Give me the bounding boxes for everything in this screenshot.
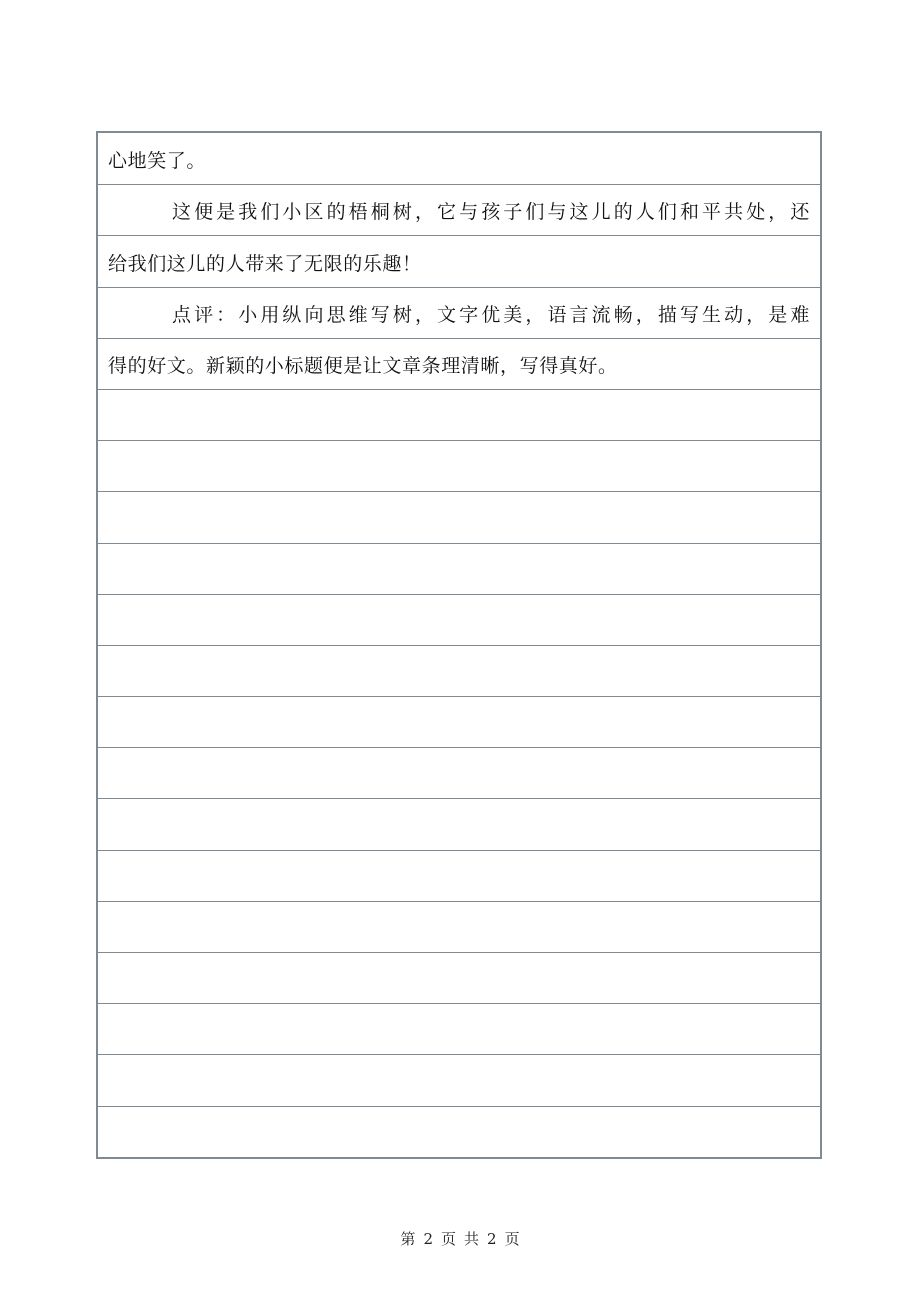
footer-total-pages: 2 [487,1230,497,1248]
sheet-row [98,696,820,747]
sheet-row [98,952,820,1003]
text-line: 点评：小用纵向思维写树，文字优美，语言流畅，描写生动，是难 [172,303,810,326]
sheet-row [98,798,820,849]
text-line: 得的好文。新颖的小标题便是让文章条理清晰，写得真好。 [108,354,618,377]
sheet-row [98,440,820,491]
sheet-row [98,389,820,440]
sheet-row [98,543,820,594]
sheet-row [98,594,820,645]
footer-page-number: 2 [423,1230,433,1248]
sheet-row [98,850,820,901]
lined-writing-sheet [96,131,822,1159]
text-line: 心地笑了。 [108,150,207,173]
sheet-row [98,338,820,389]
sheet-row [98,287,820,338]
sheet-row [98,645,820,696]
sheet-row [98,1054,820,1105]
sheet-row [98,235,820,286]
sheet-row [98,491,820,542]
sheet-row [98,184,820,235]
sheet-row [98,133,820,184]
page-footer [0,1228,920,1249]
sheet-row [98,1106,820,1157]
sheet-row [98,1003,820,1054]
text-line: 给我们这儿的人带来了无限的乐趣！ [108,252,422,275]
footer-total-unit: 页 [504,1230,520,1248]
sheet-row [98,901,820,952]
text-line: 这便是我们小区的梧桐树，它与孩子们与这儿的人们和平共处，还 [172,201,810,224]
sheet-row [98,747,820,798]
footer-total-prefix: 共 [464,1230,480,1248]
footer-prefix: 第 [400,1230,416,1248]
footer-page-unit: 页 [440,1230,456,1248]
